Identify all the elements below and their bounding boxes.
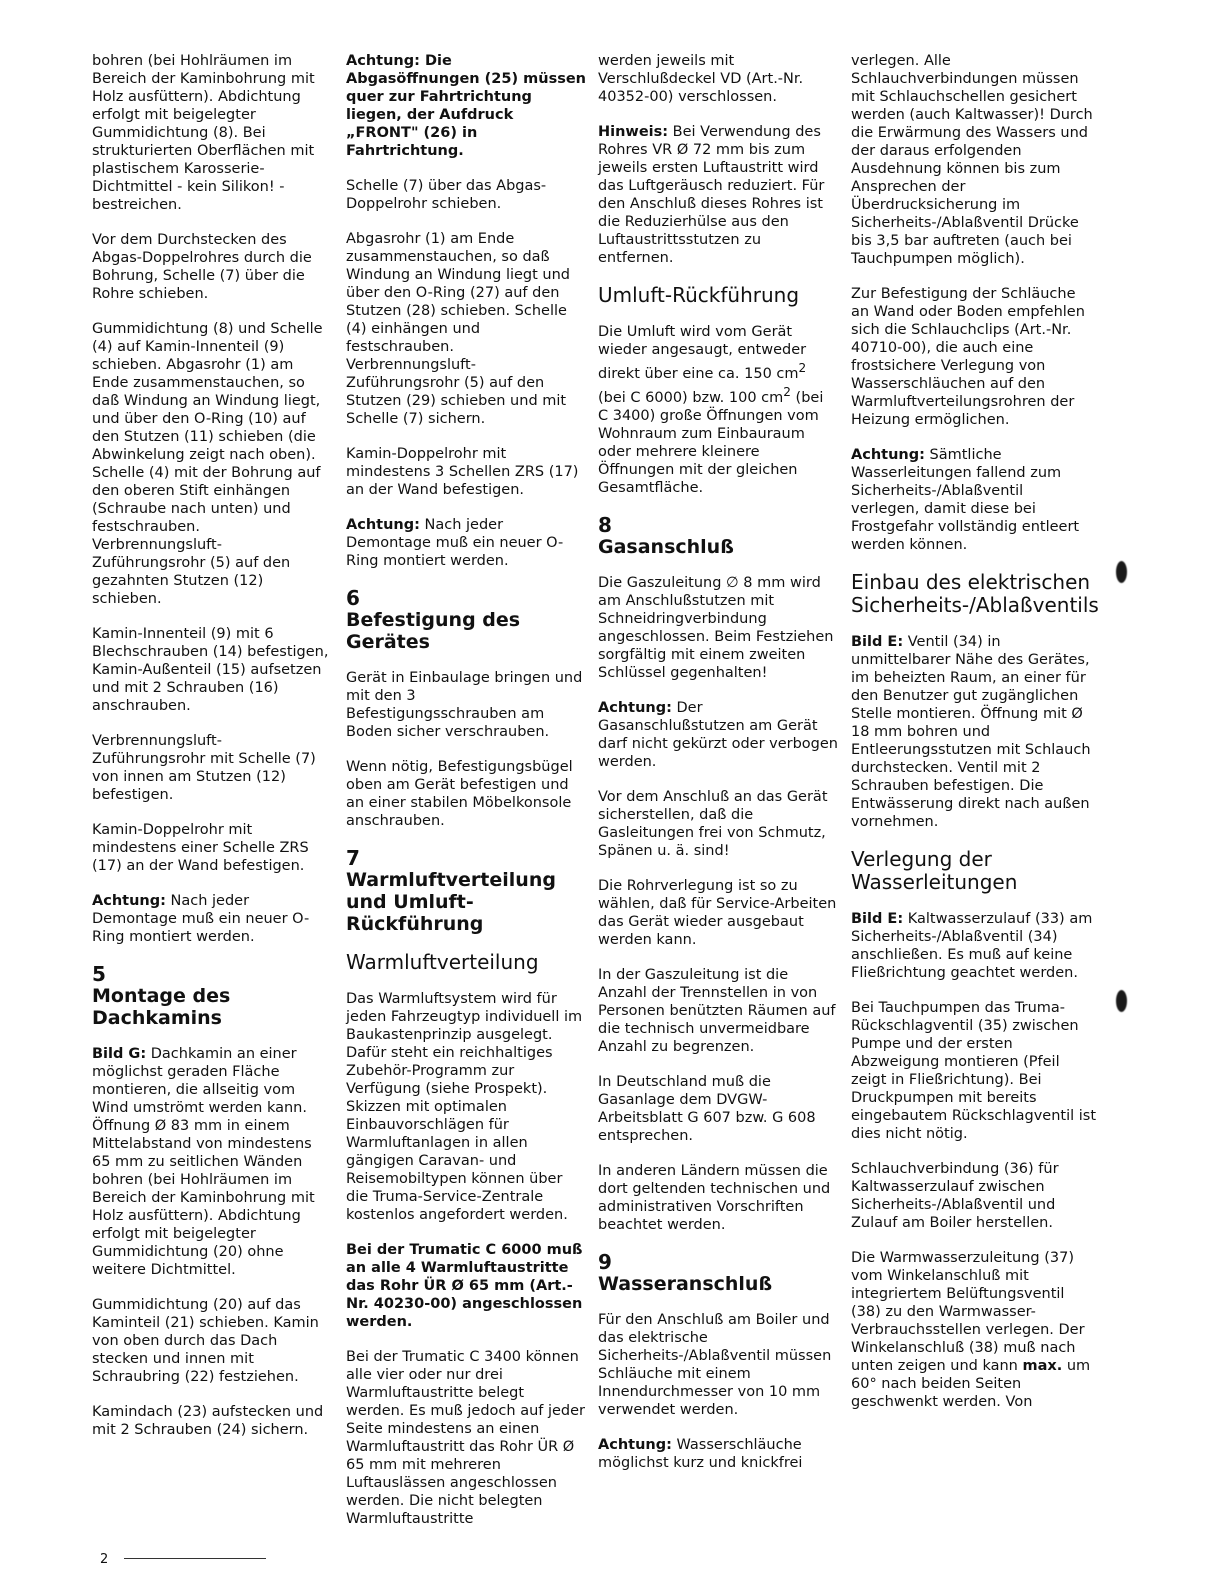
paragraph [92,892,332,946]
paragraph [598,1436,838,1472]
note-label: Achtung: [92,893,166,909]
paragraph: verlegen. Alle Schlauchverbindungen müssen mit Schlauchschellen gesichert werden (auch Kaltwasser)! Durch die Erwärmung des Wassers und der daraus erfolgenden Ausdehnung können bis zum Ansprechen der Überdrucksicherung im Sicherheits-/Ablaßventil Drücke bis 3,5 bar auftreten (auch bei Tauchpumpen möglich). [851,53,1093,267]
paragraph [598,699,838,771]
section-heading [346,847,586,935]
hint-label: Hinweis: [598,124,669,140]
paragraph-text: (bei C 6000) bzw. 100 cm [598,389,784,406]
subheading: Verlegung der Wasserleitungen [851,847,1018,894]
punch-hole [1116,990,1127,1012]
page-number: 2 [100,1552,109,1567]
superscript: 2 [798,361,807,375]
paragraph: Bei Tauchpumpen das Truma-Rückschlagventil (35) zwischen Pumpe und der ersten Abzweigung montieren (Pfeil zeigt in Fließrichtung). Bei Druckpumpen mit bereits eingebautem Rückschlagventil ist dies nicht nötig. [851,1000,1097,1142]
subheading: Warmluftverteilung [346,950,539,974]
paragraph: Wenn nötig, Befestigungsbügel oben am Gerät befestigen und an einer stabilen Möbelkonsole anschrauben. [346,759,573,829]
note-text: Nach jeder Demontage muß ein neuer O-Ring montiert werden. [346,517,564,569]
paragraph [598,123,838,267]
paragraph-text: (bei C 3400) große Öffnungen vom Wohnraum zum Einbauraum oder mehrere kleinere Öffnungen mit der gleichen Gesamtfläche. [598,389,824,496]
text-column-3 [598,52,838,1489]
warning-paragraph: Achtung: Die Abgasöffnungen (25) müssen quer zur Fahrtrichtung liegen, der Aufdruck „FRONT" (26) in Fahrtrichtung. [346,53,586,159]
paragraph: Gummidichtung (20) auf das Kaminteil (21) schieben. Kamin von oben durch das Dach stecken und innen mit Schraubring (22) festziehen. [92,1297,319,1385]
punch-hole [1116,561,1127,583]
section-number: 5 [92,962,106,986]
note-label: Achtung: [598,1436,672,1453]
paragraph-text: Ventil (34) in unmittelbarer Nähe des Gerätes, im beheizten Raum, an einer für den Benutzer gut zugänglichen Stelle montieren. Öffnung mit Ø 18 mm bohren und Entleerungsstutzen mit Schlauch durchstecken. Ventil mit 2 Schrauben befestigen. Die Entwässerung direkt nach außen vornehmen. [851,634,1091,830]
subheading: Einbau des elektrischen Sicherheits-/Ablaßventils [851,570,1099,617]
section-title: Befestigung des Gerätes [346,609,521,653]
paragraph: In anderen Ländern müssen die dort geltenden technischen und administrativen Vorschriften beachtet werden. [598,1162,831,1233]
paragraph: Kamin-Innenteil (9) mit 6 Blechschrauben (14) befestigen, Kamin-Außenteil (15) aufsetzen und mit 2 Schrauben (16) anschrauben. [92,626,329,714]
section-title: Montage des Dachkamins [92,985,231,1029]
emphasis-text: max. [1022,1358,1063,1374]
paragraph: In Deutschland muß die Gasanlage dem DVGW-Arbeitsblatt G 607 bzw. G 608 entsprechen. [598,1073,816,1144]
paragraph-text: Die Umluft wird vom Gerät wieder angesaugt, entweder direkt über eine ca. 150 cm [598,324,807,382]
note-text: Der Gasanschlußstutzen am Gerät darf nicht gekürzt oder verbogen werden. [598,699,838,770]
paragraph [851,910,1096,982]
paragraph: Verbrennungsluft-Zuführungsrohr mit Schelle (7) von innen am Stutzen (12) befestigen. [92,733,316,803]
section-title: Wasseranschluß [598,1272,773,1295]
section-number: 6 [346,586,360,610]
figure-label: Bild G: [92,1046,147,1062]
paragraph-text: um 60° nach beiden Seiten geschwenkt werden. Von [851,1358,1091,1410]
paragraph: Abgasrohr (1) am Ende zusammenstauchen, so daß Windung an Windung liegt und über den O-Ring (27) auf den Stutzen (28) schieben. Schelle (4) einhängen und festschrauben. Verbrennungsluft-Zuführungsrohr (5) auf den Stutzen (29) schieben und mit Schelle (7) sichern. [346,231,571,427]
paragraph-text: Kaltwasserzulauf (33) am Sicherheits-/Ablaßventil (34) anschließen. Es muß auf keine Fließrichtung geachtet werden. [851,911,1093,981]
text-column-1 [92,52,332,1456]
section-title: Gasanschluß [598,535,734,558]
paragraph: Gummidichtung (8) und Schelle (4) auf Kamin-Innenteil (9) schieben. Abgasrohr (1) am Ende zusammenstauchen, so daß Windung an Windung liegt, und über den O-Ring (10) auf den Stutzen (11) schieben (die Abwinkelung zeigt nach oben). Schelle (4) mit der Bohrung auf den oberen Stift einhängen (Schraube nach unten) und festschrauben. Verbrennungsluft-Zuführungsrohr (5) auf den gezahnten Stutzen (12) schieben. [92,321,323,607]
paragraph: Kamin-Doppelrohr mit mindestens 3 Schellen ZRS (17) an der Wand befestigen. [346,446,579,498]
note-label: Achtung: [851,447,925,463]
paragraph [851,446,1096,554]
paragraph: Schlauchverbindung (36) für Kaltwasserzulauf zwischen Sicherheits-/Ablaßventil und Zulauf am Boiler herstellen. [851,1161,1059,1231]
bold-paragraph: Bei der Trumatic C 6000 muß an alle 4 Warmluftaustritte das Rohr ÜR Ø 65 mm (Art.-Nr. 40230-00) angeschlossen werden. [346,1242,583,1330]
paragraph: Die Gaszuleitung ∅ 8 mm wird am Anschlußstutzen mit Schneidringverbindung angeschlossen. Beim Festziehen sorgfältig mit einem zweiten Schlüssel gegenhalten! [598,574,834,681]
section-heading [598,514,838,558]
paragraph: Bei der Trumatic C 3400 können alle vier oder nur drei Warmluftaustritte belegt werden. Es muß jedoch auf jeder Seite mindestens an einen Warmluftaustritt das Rohr ÜR Ø 65 mm mit mehreren Luftauslässen angeschlossen werden. Die nicht belegten Warmluftaustritte [346,1349,586,1527]
paragraph [851,633,1096,831]
superscript: 2 [783,384,791,399]
paragraph [598,323,838,497]
text-column-2 [346,52,586,1545]
paragraph-text: Dachkamin an einer möglichst geraden Fläche montieren, die allseitig vom Wind umströmt werden kann. Öffnung Ø 83 mm in einem Mittelabstand von mindestens 65 mm zu seitlichen Wänden bohren (bei Hohlräumen im Bereich der Kaminbohrung mit Holz ausfüttern). Abdichtung erfolgt mit beigelegter Gummidichtung (20) ohne weitere Dichtmittel. [92,1046,315,1278]
section-number: 7 [346,846,360,870]
paragraph [92,1045,332,1279]
paragraph: Das Warmluftsystem wird für jeden Fahrzeugtyp individuell im Baukastenprinzip ausgelegt. Dafür steht ein reichhaltiges Zubehör-Programm zur Verfügung (siehe Prospekt). Skizzen mit optimalen Einbauvorschlägen für Warmluftanlagen in allen gängigen Caravan- und Reisemobiltypen können über die Truma-Service-Zentrale kostenlos angefordert werden. [346,991,583,1223]
paragraph: Die Rohrverlegung ist so zu wählen, daß für Service-Arbeiten das Gerät wieder ausgebaut werden kann. [598,877,837,948]
paragraph: bohren (bei Hohlräumen im Bereich der Kaminbohrung mit Holz ausfüttern). Abdichtung erfolgt mit beigelegter Gummidichtung (8). Bei strukturierten Oberflächen mit plastischem Karosserie-Dichtmittel - kein Silikon! - bestreichen. [92,53,315,213]
section-heading [92,963,332,1029]
paragraph: Vor dem Anschluß an das Gerät sicherstellen, daß die Gasleitungen frei von Schmutz, Spänen u. ä. sind! [598,788,828,859]
footer-rule [124,1558,266,1559]
hint-text: Bei Verwendung des Rohres VR Ø 72 mm bis zum jeweils ersten Luftaustritt wird das Luftgeräusch reduziert. Für den Anschluß dieses Rohres ist die Reduzierhülse aus den Luftaustrittsstutzen zu entfernen. [598,124,825,266]
paragraph [851,1249,1096,1411]
paragraph: Schelle (7) über das Abgas-Doppelrohr schieben. [346,178,547,212]
section-heading [346,587,586,653]
note-label: Achtung: [346,517,420,533]
section-number: 9 [598,1249,612,1274]
paragraph: Gerät in Einbaulage bringen und mit den 3 Befestigungsschrauben am Boden sicher verschrauben. [346,670,583,740]
note-text: Sämtliche Wasserleitungen fallend zum Sicherheits-/Ablaßventil verlegen, damit diese bei Frostgefahr vollständig entleert werden können. [851,447,1080,553]
paragraph: Kamin-Doppelrohr mit mindestens einer Schelle ZRS (17) an der Wand befestigen. [92,822,309,874]
paragraph: Vor dem Durchstecken des Abgas-Doppelrohres durch die Bohrung, Schelle (7) über die Rohre schieben. [92,232,312,302]
note-label: Achtung: [598,699,672,716]
note-text: Nach jeder Demontage muß ein neuer O-Ring montiert werden. [92,893,310,945]
paragraph [346,516,586,570]
paragraph: werden jeweils mit Verschlußdeckel VD (Art.-Nr. 40352-00) verschlossen. [598,53,804,105]
figure-label: Bild E: [851,911,904,927]
paragraph: Zur Befestigung der Schläuche an Wand oder Boden empfehlen sich die Schlauchclips (Art.-Nr. 40710-00), die auch eine frostsichere Verlegung von Wasserschläuchen auf den Warmluftverteilungsrohren der Heizung ermöglichen. [851,286,1085,428]
section-heading [598,1251,838,1295]
figure-label: Bild E: [851,634,904,650]
note-text: Wasserschläuche möglichst kurz und knickfrei [598,1436,803,1471]
paragraph-text: Die Warmwasserzuleitung (37) vom Winkelanschluß mit integriertem Belüftungsventil (38) zu den Warmwasser-Verbrauchsstellen verlegen. Der Winkelanschluß (38) muß nach unten zeigen und kann [851,1250,1085,1374]
section-number: 8 [598,512,612,537]
paragraph: Kamindach (23) aufstecken und mit 2 Schrauben (24) sichern. [92,1404,324,1438]
paragraph: Für den Anschluß am Boiler und das elektrische Sicherheits-/Ablaßventil müssen Schläuche mit einem Innendurchmesser von 10 mm verwendet werden. [598,1311,832,1418]
subheading: Umluft-Rückführung [598,283,800,307]
section-title: Warmluftverteilung und Umluft-Rückführung [346,869,556,935]
paragraph: In der Gaszuleitung ist die Anzahl der Trennstellen in von Personen benützten Räumen auf die technisch unvermeidbare Anzahl zu begrenzen. [598,966,836,1055]
text-column-4 [851,52,1099,1428]
